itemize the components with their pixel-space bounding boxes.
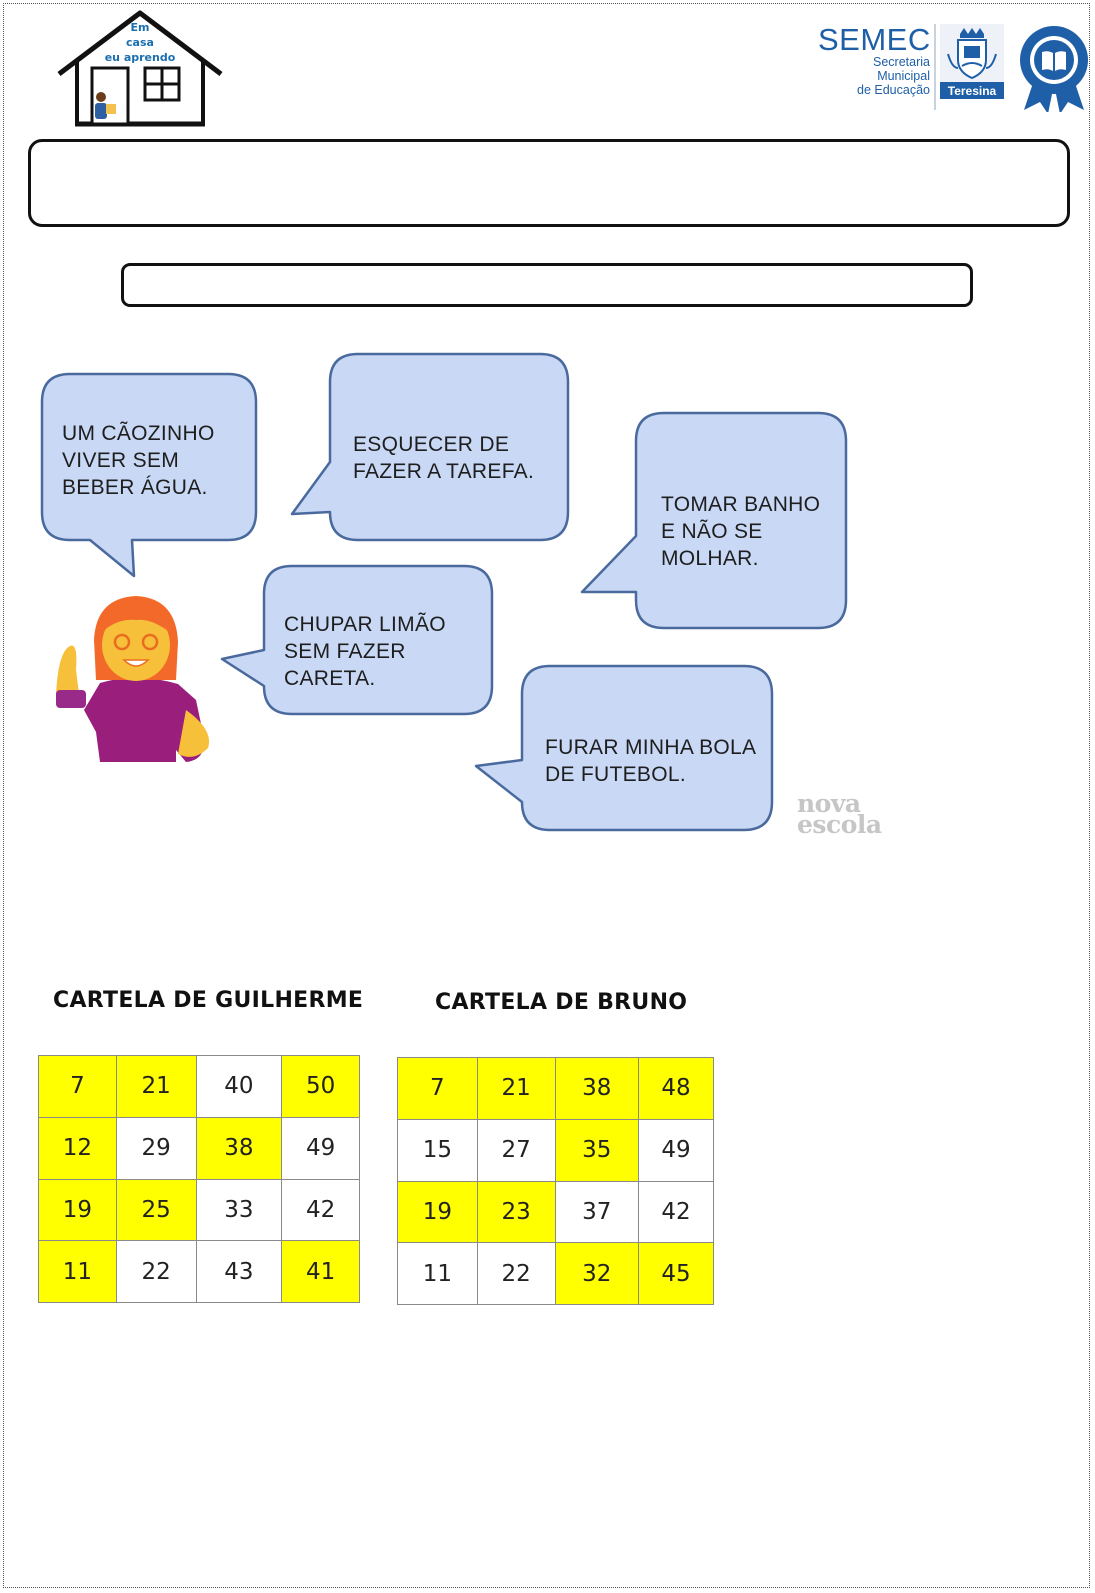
semec-sub-2: Municipal — [877, 69, 930, 83]
bingo-cell: 32 — [555, 1243, 639, 1305]
girl-character-icon — [56, 596, 209, 762]
card-title-bruno: CARTELA DE BRUNO — [435, 990, 688, 1015]
bubble-4-line-3: CARETA. — [284, 667, 376, 690]
bingo-cell: 12 — [39, 1117, 117, 1179]
bubble-1-line-2: VIVER SEM — [62, 449, 180, 472]
table-row — [39, 1179, 360, 1241]
bingo-cell: 23 — [477, 1181, 555, 1243]
bubble-3-line-1: TOMAR BANHO — [661, 493, 821, 516]
bubble-4-text — [284, 611, 446, 692]
semec-sub-1: Secretaria — [873, 55, 930, 69]
logo-divider — [934, 24, 936, 110]
bingo-cell: 27 — [477, 1119, 555, 1181]
bingo-cell: 38 — [196, 1117, 282, 1179]
bingo-cell: 19 — [398, 1181, 478, 1243]
watermark-line-2: escola — [797, 810, 882, 839]
bingo-cell: 7 — [398, 1058, 478, 1120]
title-field-box[interactable] — [121, 263, 973, 307]
bubble-3-line-3: MOLHAR. — [661, 547, 759, 570]
bubble-3-text — [661, 491, 820, 572]
card-title-guilherme: CARTELA DE GUILHERME — [53, 988, 364, 1013]
bubble-3-line-2: E NÃO SE — [661, 520, 763, 543]
bingo-cell: 21 — [477, 1058, 555, 1120]
bingo-cell: 22 — [116, 1241, 196, 1303]
bingo-card-bruno — [397, 1057, 714, 1305]
table-row — [39, 1117, 360, 1179]
semec-title: SEMEC — [818, 22, 931, 57]
education-badge-icon — [1018, 24, 1090, 112]
bingo-cell: 15 — [398, 1119, 478, 1181]
logo-text-eu-aprendo: eu aprendo — [104, 51, 176, 64]
bubble-2-line-2: FAZER A TAREFA. — [353, 460, 535, 483]
bingo-cell: 25 — [116, 1179, 196, 1241]
table-row — [398, 1119, 714, 1181]
bubble-5-line-2: DE FUTEBOL. — [545, 763, 686, 786]
bingo-cell: 50 — [282, 1056, 360, 1118]
em-casa-logo — [55, 8, 225, 130]
bubble-5-text — [545, 734, 756, 788]
bubble-1-line-1: UM CÃOZINHO — [62, 422, 215, 445]
bingo-cell: 37 — [555, 1181, 639, 1243]
bingo-cell: 49 — [639, 1119, 714, 1181]
table-row — [39, 1056, 360, 1118]
bingo-card-guilherme — [38, 1055, 360, 1303]
table-row — [398, 1181, 714, 1243]
bingo-cell: 19 — [39, 1179, 117, 1241]
table-row — [39, 1241, 360, 1303]
bingo-cell: 41 — [282, 1241, 360, 1303]
name-field-box[interactable] — [28, 139, 1070, 227]
bubble-4-line-2: SEM FAZER — [284, 640, 406, 663]
bubble-2-line-1: ESQUECER DE — [353, 433, 510, 456]
bingo-cell: 11 — [39, 1241, 117, 1303]
bingo-cell: 22 — [477, 1243, 555, 1305]
semec-logo — [818, 24, 930, 97]
teresina-label: Teresina — [940, 82, 1004, 99]
bingo-cell: 29 — [116, 1117, 196, 1179]
bingo-cell: 42 — [282, 1179, 360, 1241]
bingo-cell: 38 — [555, 1058, 639, 1120]
bubble-4-line-1: CHUPAR LIMÃO — [284, 613, 446, 636]
semec-sub-3: de Educação — [857, 83, 930, 97]
bingo-cell: 33 — [196, 1179, 282, 1241]
bingo-cell: 43 — [196, 1241, 282, 1303]
watermark-line-1: nova — [797, 789, 861, 818]
bingo-cell: 49 — [282, 1117, 360, 1179]
bingo-cell: 11 — [398, 1243, 478, 1305]
bubble-5-line-1: FURAR MINHA BOLA — [545, 736, 757, 759]
bingo-cell: 45 — [639, 1243, 714, 1305]
nova-escola-watermark — [797, 789, 882, 839]
bingo-cell: 7 — [39, 1056, 117, 1118]
bingo-cell: 40 — [196, 1056, 282, 1118]
bingo-cell: 21 — [116, 1056, 196, 1118]
logo-text-casa: casa — [126, 36, 154, 49]
table-row — [398, 1058, 714, 1120]
bingo-cell: 48 — [639, 1058, 714, 1120]
bubble-1-line-3: BEBER ÁGUA. — [62, 476, 208, 499]
bingo-cell: 42 — [639, 1181, 714, 1243]
table-row — [398, 1243, 714, 1305]
bubble-1-text — [62, 420, 215, 501]
logo-text-em: Em — [130, 21, 150, 34]
bingo-cell: 35 — [555, 1119, 639, 1181]
bubble-2-text — [353, 431, 534, 485]
